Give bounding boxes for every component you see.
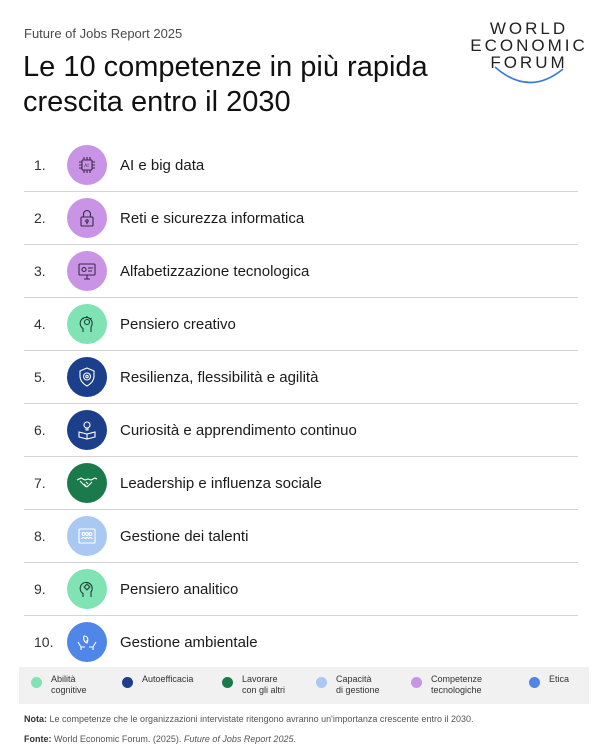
- report-kicker: Future of Jobs Report 2025: [24, 26, 183, 41]
- wef-logo: [470, 20, 588, 91]
- skill-row-3: [24, 245, 578, 298]
- skill-rank: 1.: [34, 157, 46, 173]
- source-text: World Economic Forum. (2025).: [51, 734, 184, 744]
- legend-label: Etica: [549, 674, 570, 684]
- svg-text:AI: AI: [84, 164, 89, 169]
- skills-list: [24, 139, 578, 668]
- legend-label: Capacità di gestione: [336, 674, 380, 695]
- skill-label: Resilienza, flessibilità e agilità: [120, 368, 319, 386]
- skill-rank: 8.: [34, 528, 46, 544]
- skill-label: Pensiero creativo: [120, 315, 236, 333]
- legend-dot: [529, 677, 540, 688]
- skill-label: Alfabetizzazione tecnologica: [120, 262, 310, 280]
- skill-row-2: [24, 192, 578, 245]
- skill-row-7: [24, 457, 578, 510]
- note-text: Le competenze che le organizzazioni intervistate ritengono avranno un'importanza crescente entro il 2030.: [47, 714, 474, 724]
- skill-row-6: [24, 404, 578, 457]
- footnote: [24, 714, 473, 724]
- skill-row-1: [24, 139, 578, 192]
- skill-label: AI e big data: [120, 156, 205, 174]
- skill-row-5: [24, 351, 578, 404]
- head-idea-icon: [67, 304, 107, 344]
- source-label: Fonte:: [24, 734, 52, 744]
- legend-dot: [31, 677, 42, 688]
- skill-rank: 4.: [34, 316, 46, 332]
- skill-rank: 5.: [34, 369, 46, 385]
- legend-label: Competenze tecnologiche: [431, 674, 483, 695]
- hands-leaf-icon: [67, 622, 107, 662]
- legend-label: Abilità cognitive: [51, 674, 87, 695]
- ai-chip-icon: [67, 145, 107, 185]
- legend-dot: [411, 677, 422, 688]
- target-shield-icon: [67, 357, 107, 397]
- padlock-icon: [67, 198, 107, 238]
- skill-label: Reti e sicurezza informatica: [120, 209, 305, 227]
- legend-dot: [222, 677, 233, 688]
- book-bulb-icon: [67, 410, 107, 450]
- skill-rank: 7.: [34, 475, 46, 491]
- legend-item-tech: [411, 674, 482, 696]
- legend-label: Lavorare con gli altri: [242, 674, 286, 695]
- logo-line-1: WORLD: [489, 19, 569, 38]
- legend-item-selfeff: [122, 674, 193, 688]
- note-label: Nota:: [24, 714, 47, 724]
- category-legend: [19, 667, 589, 704]
- computer-screen-icon: [67, 251, 107, 291]
- legend-item-management: [316, 674, 380, 696]
- skill-row-9: [24, 563, 578, 616]
- skill-label: Curiosità e apprendimento continuo: [120, 421, 357, 439]
- skill-row-4: [24, 298, 578, 351]
- skill-label: Gestione ambientale: [120, 633, 258, 651]
- skill-rank: 3.: [34, 263, 46, 279]
- legend-item-ethics: [529, 674, 569, 688]
- source-title: Future of Jobs Report 2025.: [183, 734, 296, 744]
- head-gear-icon: [67, 569, 107, 609]
- skill-row-8: [24, 510, 578, 563]
- legend-item-cognitive: [31, 674, 87, 696]
- skill-rank: 6.: [34, 422, 46, 438]
- handshake-icon: [67, 463, 107, 503]
- source-line: [24, 734, 296, 744]
- page-title: Le 10 competenze in più rapida crescita entro il 2030: [23, 51, 428, 118]
- logo-line-2: ECONOMIC: [470, 36, 588, 55]
- skill-label: Leadership e influenza sociale: [120, 474, 322, 492]
- legend-label: Autoefficacia: [142, 674, 194, 684]
- skill-rank: 2.: [34, 210, 46, 226]
- skill-row-10: [24, 616, 578, 668]
- skill-label: Pensiero analitico: [120, 580, 239, 598]
- legend-dot: [122, 677, 133, 688]
- skill-rank: 10.: [34, 634, 54, 650]
- team-board-icon: [67, 516, 107, 556]
- skill-rank: 9.: [34, 581, 46, 597]
- legend-dot: [316, 677, 327, 688]
- logo-line-3: FORUM: [490, 53, 568, 72]
- skill-label: Gestione dei talenti: [120, 527, 249, 545]
- legend-item-others: [222, 674, 285, 696]
